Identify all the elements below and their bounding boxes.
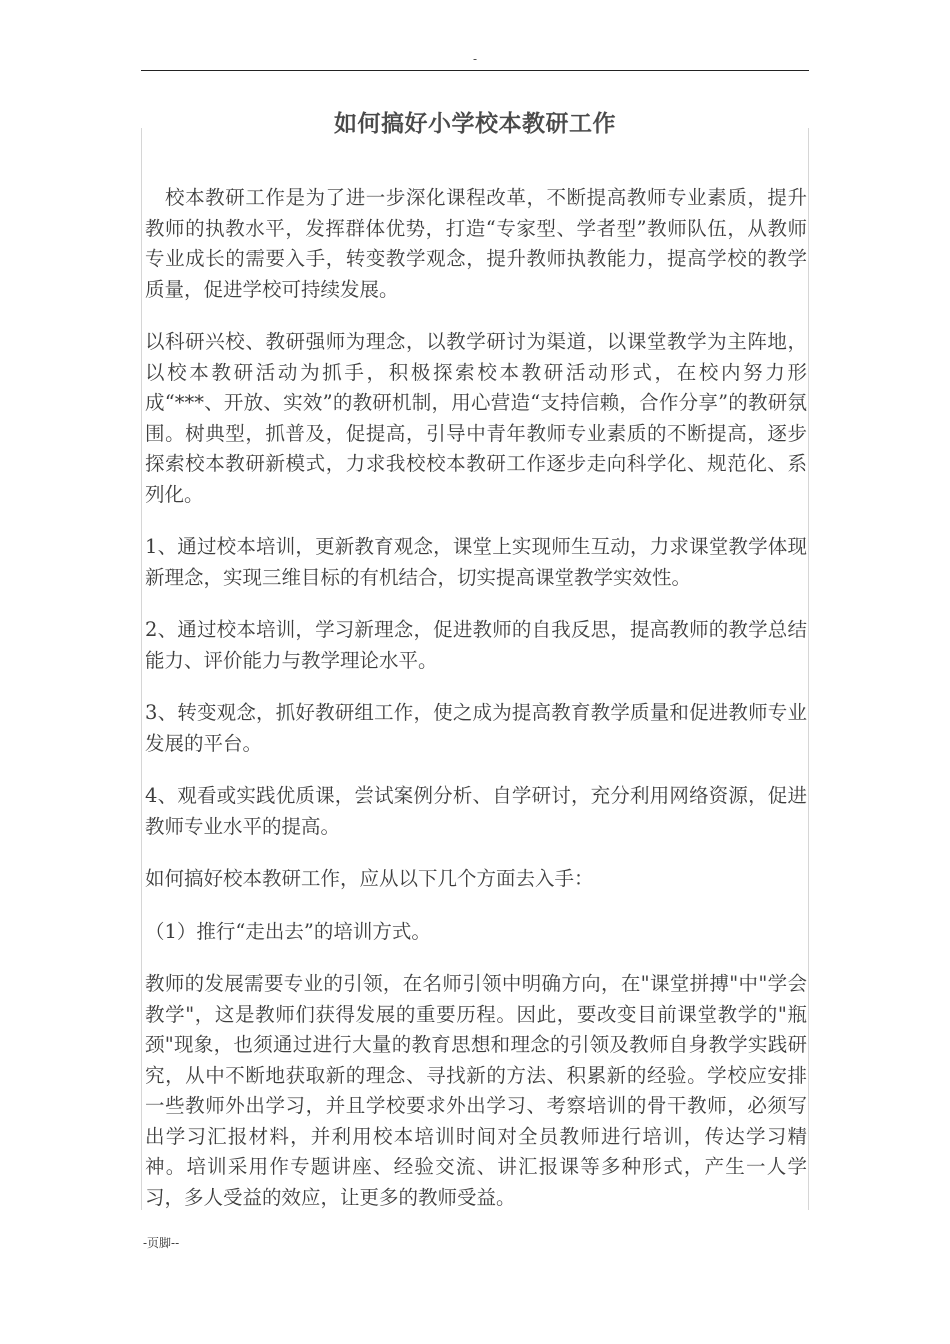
paragraph-method-intro: 如何搞好校本教研工作，应从以下几个方面去入手： <box>145 867 594 890</box>
header-rule <box>141 70 809 71</box>
frame-right-border <box>808 128 809 1210</box>
page-footer: -页脚-- <box>143 1236 180 1250</box>
paragraph-intro: 校本教研工作是为了进一步深化课程改革，不断提高教师专业素质，提升教师的执教水平，发挥群体优势，打造“专家型、学者型”教师队伍，从教师专业成长的需要入手，转变教学观念，提升教师执教能力，提高学校的教学质量，促进学校可持续发展。 <box>145 186 807 301</box>
paragraph-method-1-heading: （1）推行“走出去”的培训方式。 <box>145 919 431 943</box>
paragraph-goal-2: 2、通过校本培训，学习新理念，促进教师的自我反思，提高教师的教学总结能力、评价能力与教学理论水平。 <box>145 618 807 672</box>
paragraph-goal-4: 4、观看或实践优质课，尝试案例分析、自学研讨，充分利用网络资源，促进教师专业水平的提高。 <box>145 784 807 838</box>
paragraph-method-1-body: 教师的发展需要专业的引领，在名师引领中明确方向，在"课堂拼搏"中"学会教学"，这是教师们获得发展的重要历程。因此，要改变目前课堂教学的"瓶颈"现象，也须通过进行大量的教育思想和理念的引领及教师自身教学实践研究，从中不断地获取新的理念、寻找新的方法、积累新的经验。学校应安排一些教师外出学习，并且学校要求外出学习、考察培训的骨干教师，必须写出学习汇报材料，并利用校本培训时间对全员教师进行培训，传达学习精神。培训采用作专题讲座、经验交流、讲汇报课等多种形式，产生一人学习，多人受益的效应，让更多的教师受益。 <box>145 972 807 1209</box>
document-body <box>145 183 807 1235</box>
document-title: 如何搞好小学校本教研工作 <box>334 110 616 138</box>
paragraph-philosophy: 以科研兴校、教研强师为理念，以教学研讨为渠道，以课堂教学为主阵地，以校本教研活动为抓手，积极探索校本教研活动形式，在校内努力形成“***、开放、实效”的教研机制，用心营造“支持信赖，合作分享”的教研氛围。树典型，抓普及，促提高，引导中青年教师专业素质的不断提高，逐步探索校本教研新模式，力求我校校本教研工作逐步走向科学化、规范化、系列化。 <box>145 330 807 506</box>
frame-left-border <box>141 128 142 1210</box>
paragraph-goal-1: 1、通过校本培训，更新教育观念，课堂上实现师生互动，力求课堂教学体现新理念，实现三维目标的有机结合，切实提高课堂教学实效性。 <box>145 535 807 589</box>
page-header-mark: - <box>472 52 478 66</box>
paragraph-goal-3: 3、转变观念，抓好教研组工作，使之成为提高教育教学质量和促进教师专业发展的平台。 <box>145 701 807 755</box>
